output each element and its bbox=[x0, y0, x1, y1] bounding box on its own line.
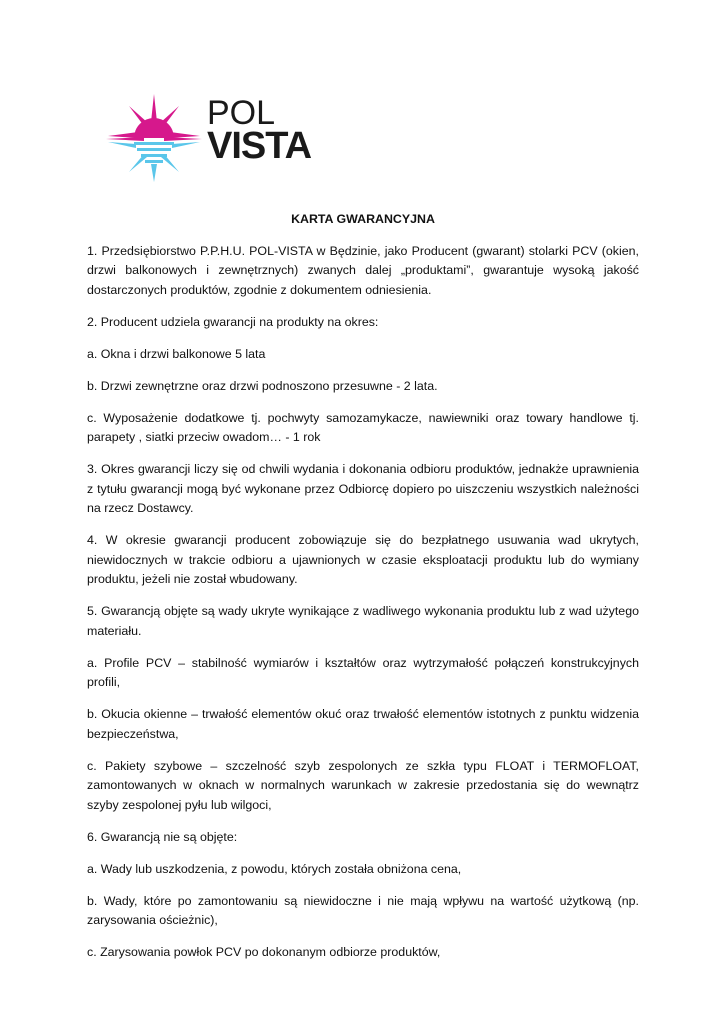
logo-wordmark bbox=[207, 96, 311, 165]
paragraph: 4. W okresie gwarancji producent zobowiązuje się do bezpłatnego usuwania wad ukrytych, niewidocznych w trakcie odbioru a ujawnionych w czasie eksploatacji produktu lub do wymiany produktu, jeżeli nie został wbudowany. bbox=[87, 533, 639, 586]
paragraph: 1. Przedsiębiorstwo P.P.H.U. POL-VISTA w Będzinie, jako Producent (gwarant) stolarki PCV (okien, drzwi balkonowych i zewnętrznych) zwanych dalej „produktami”, gwarantuje wysoką jakość dostarczonych produktów, zgodnie z dokumentem odniesienia. bbox=[87, 243, 639, 297]
paragraph: a. Okna i drzwi balkonowe 5 lata bbox=[87, 346, 266, 361]
paragraph: a. Profile PCV – stabilność wymiarów i kształtów oraz wytrzymałość połączeń konstrukcyjnych profili, bbox=[87, 655, 639, 689]
paragraph: 6. Gwarancją nie są objęte: bbox=[87, 829, 238, 844]
paragraph: b. Wady, które po zamontowaniu są niewidoczne i nie mają wpływu na wartość użytkową (np. zarysowania ościeżnic), bbox=[87, 893, 639, 927]
document-title: KARTA GWARANCYJNA bbox=[291, 212, 435, 226]
paragraph: b. Drzwi zewnętrzne oraz drzwi podnoszono przesuwne - 2 lata. bbox=[87, 378, 438, 393]
paragraph: c. Wyposażenie dodatkowe tj. pochwyty samozamykacze, nawiewniki oraz towary handlowe tj. parapety , siatki przeciw owadom… - 1 rok bbox=[87, 410, 639, 444]
company-logo bbox=[104, 92, 314, 184]
sun-icon bbox=[104, 92, 204, 184]
paragraph: 3. Okres gwarancji liczy się od chwili wydania i dokonania odbioru produktów, jednakże uprawnienia z tytułu gwarancji mogą być wykonane przez Odbiorcę dopiero po uiszczeniu wszystkich należności na rzecz Dostawcy. bbox=[87, 462, 639, 515]
logo-text-vista: VISTA bbox=[207, 125, 312, 167]
paragraph: c. Pakiety szybowe – szczelność szyb zespolonych ze szkła typu FLOAT i TERMOFLOAT, zamontowanych w oknach w normalnych warunkach w zakresie przedostania się do wewnątrz szyby zespolonej pyłu lub wilgoci, bbox=[87, 758, 639, 812]
paragraph: 5. Gwarancją objęte są wady ukryte wynikające z wadliwego wykonania produktu lub z wad użytego materiału. bbox=[87, 604, 639, 638]
paragraph: 2. Producent udziela gwarancji na produkty na okres: bbox=[87, 314, 379, 329]
paragraph: b. Okucia okienne – trwałość elementów okuć oraz trwałość elementów istotnych z punktu widzenia bezpieczeństwa, bbox=[87, 707, 639, 741]
document-body bbox=[87, 210, 639, 975]
paragraph: c. Zarysowania powłok PCV po dokonanym odbiorze produktów, bbox=[87, 945, 441, 959]
paragraph: a. Wady lub uszkodzenia, z powodu, których została obniżona cena, bbox=[87, 861, 462, 876]
logo-text-pol: POL bbox=[207, 94, 276, 132]
